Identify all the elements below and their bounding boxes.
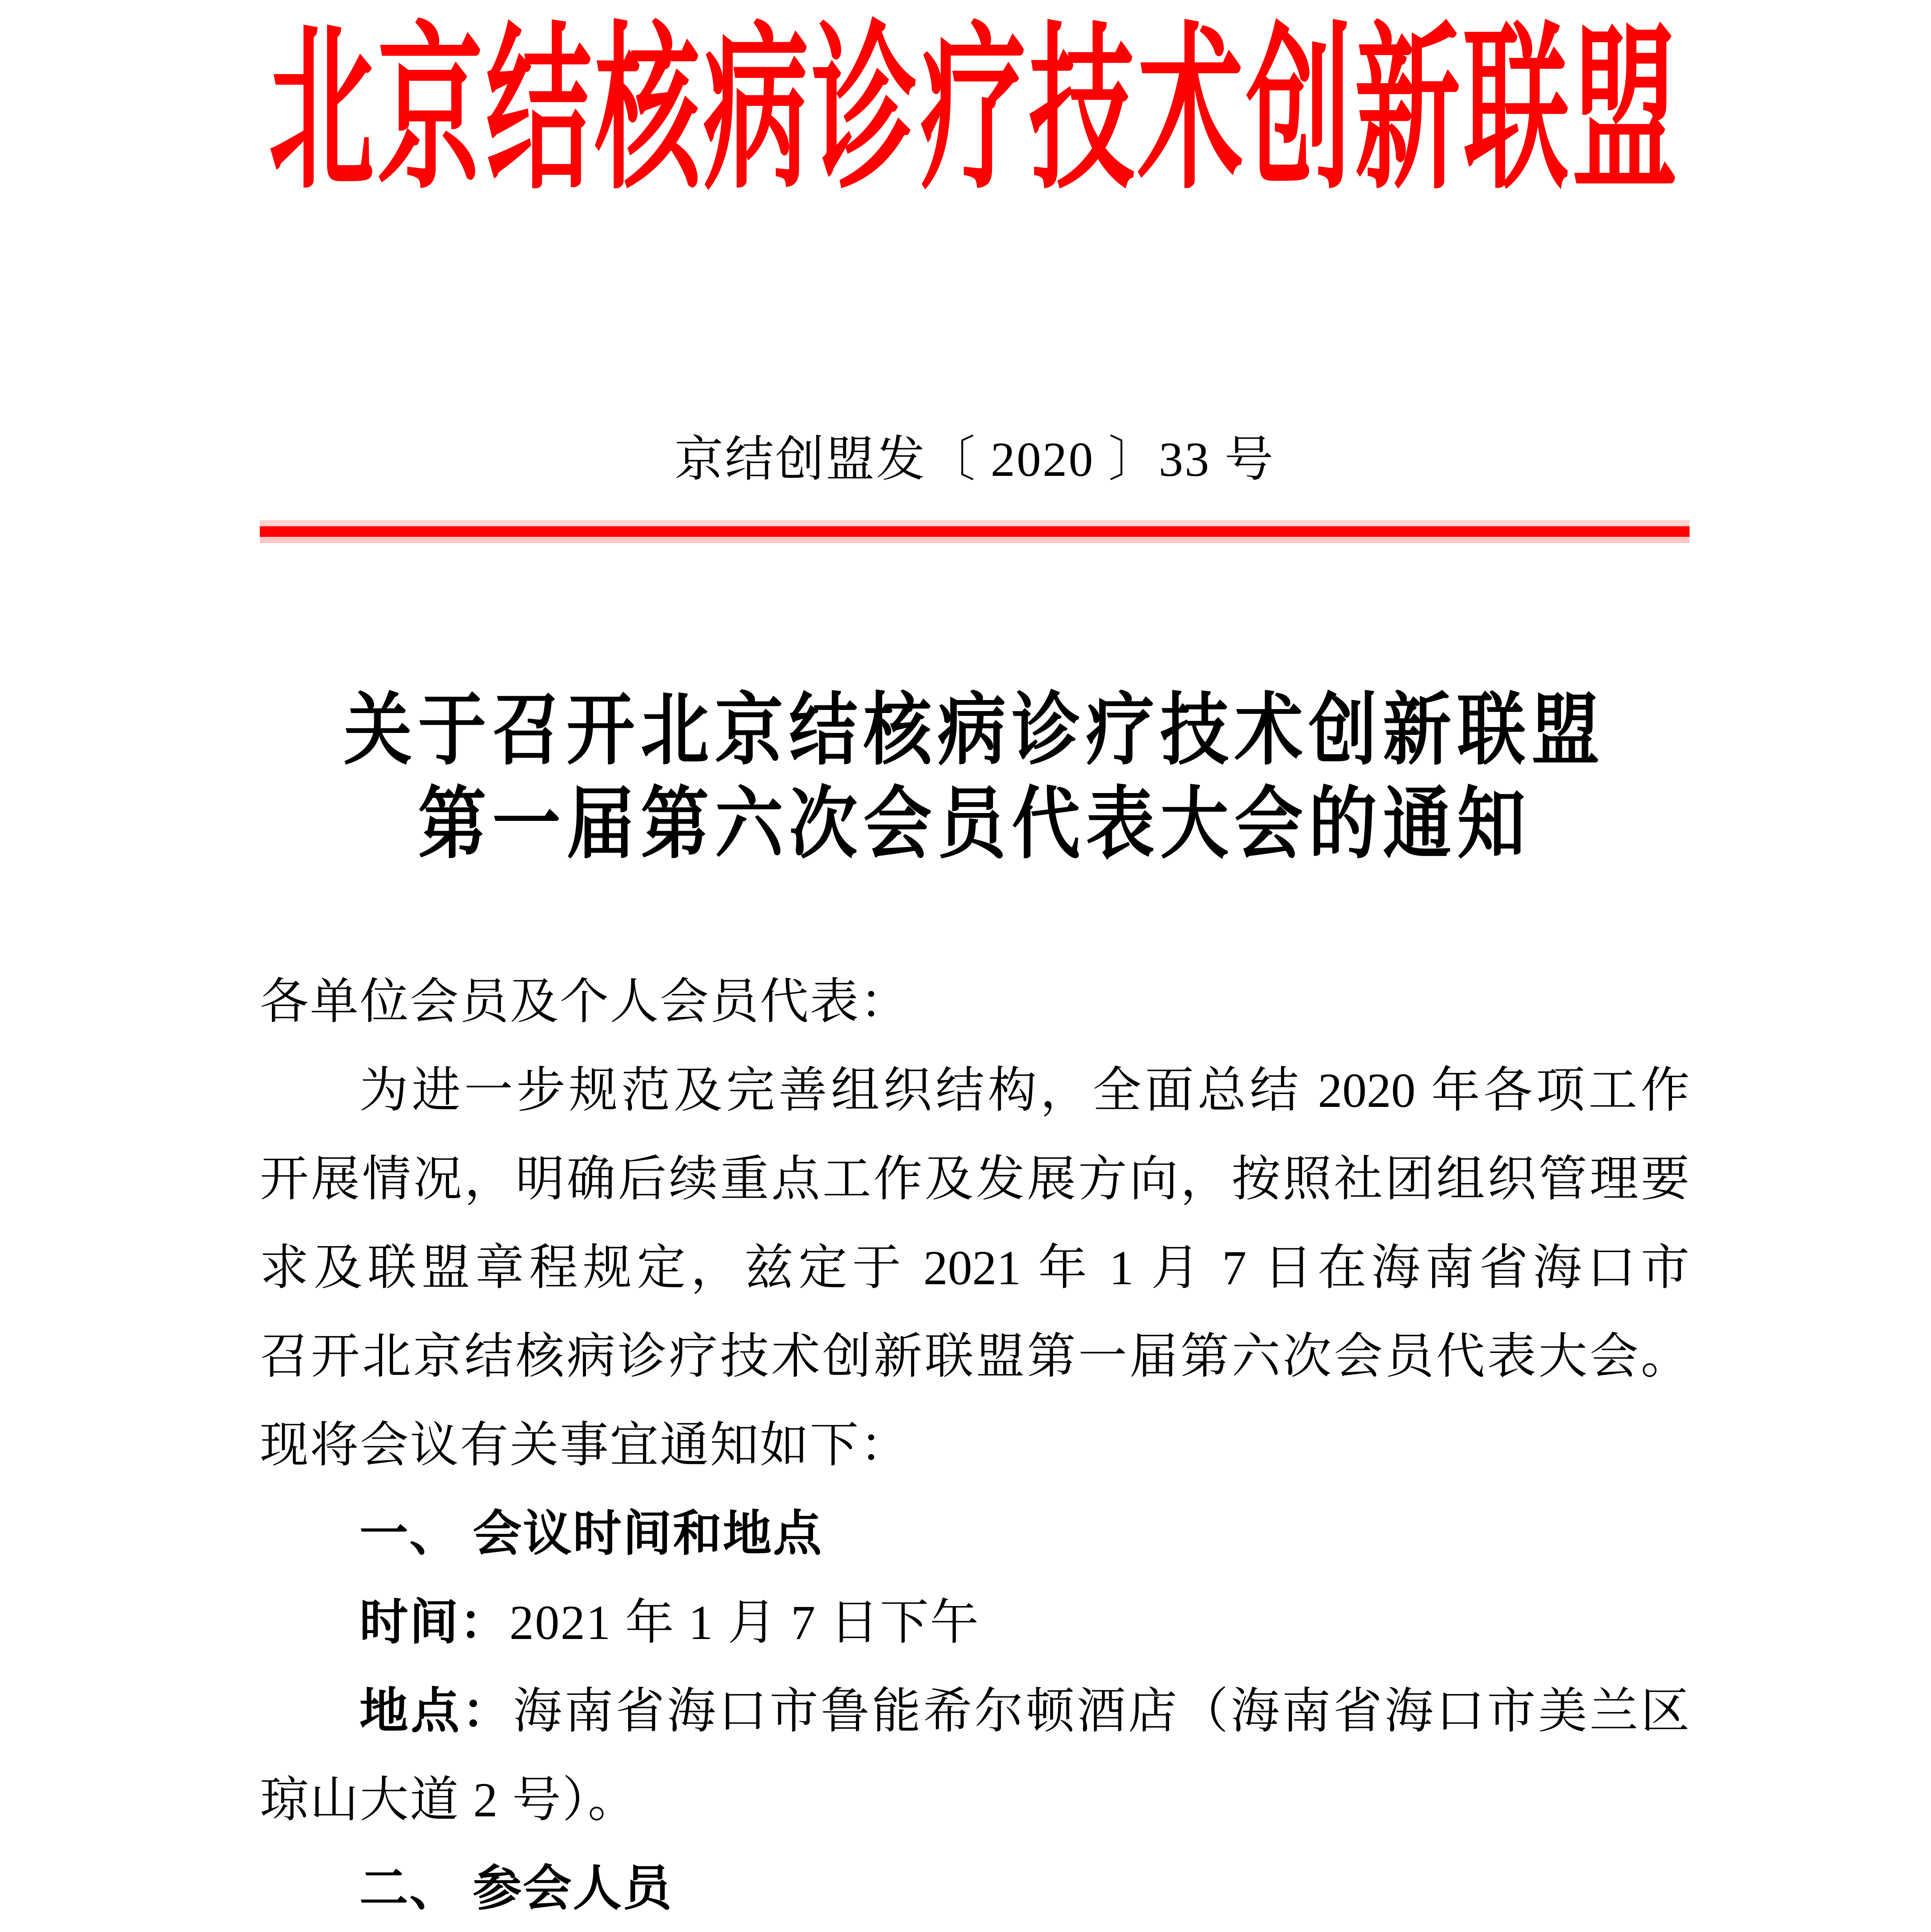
notice-body — [260, 958, 1690, 1932]
place-label: 地点： — [359, 1685, 513, 1739]
paragraph1-line-2: 开展情况，明确后续重点工作及发展方向，按照社团组织管理要 — [260, 1153, 1690, 1206]
place-value-line-2: 琼山大道 2 号）。 — [260, 1773, 638, 1827]
notice-title-line-2: 第一届第六次会员代表大会的通知 — [418, 781, 1531, 868]
org-title-red-header: 北京结核病诊疗技术创新联盟 — [269, 11, 1681, 210]
time-label: 时间： — [359, 1596, 509, 1650]
document-number: 京结创盟发〔 2020 〕33 号 — [674, 433, 1275, 487]
meeting-place-line — [260, 1667, 1690, 1756]
time-value: 2021 年 1 月 7 日下午 — [509, 1596, 980, 1650]
paragraph1-line-4: 召开北京结核病诊疗技术创新联盟第一届第六次会员代表大会。 — [260, 1330, 1690, 1384]
section2-heading: 二、 参会人员 — [359, 1862, 673, 1916]
paragraph1-line-3: 求及联盟章程规定，兹定于 2021 年 1 月 7 日在海南省海口市 — [260, 1241, 1690, 1295]
place-value-line-1: 海南省海口市鲁能希尔顿酒店（海南省海口市美兰区 — [513, 1685, 1690, 1739]
section1-heading: 一、 会议时间和地点 — [359, 1507, 823, 1561]
paragraph1-line-1: 为进一步规范及完善组织结构，全面总结 2020 年各项工作 — [359, 1064, 1690, 1118]
notice-title-line-1: 关于召开北京结核病诊疗技术创新联盟 — [344, 687, 1606, 774]
salutation-line: 各单位会员及个人会员代表： — [260, 975, 910, 1029]
meeting-time-line — [260, 1579, 1690, 1667]
red-divider-rule — [260, 526, 1690, 537]
paragraph1-line-5: 现将会议有关事宜通知如下： — [260, 1419, 910, 1473]
